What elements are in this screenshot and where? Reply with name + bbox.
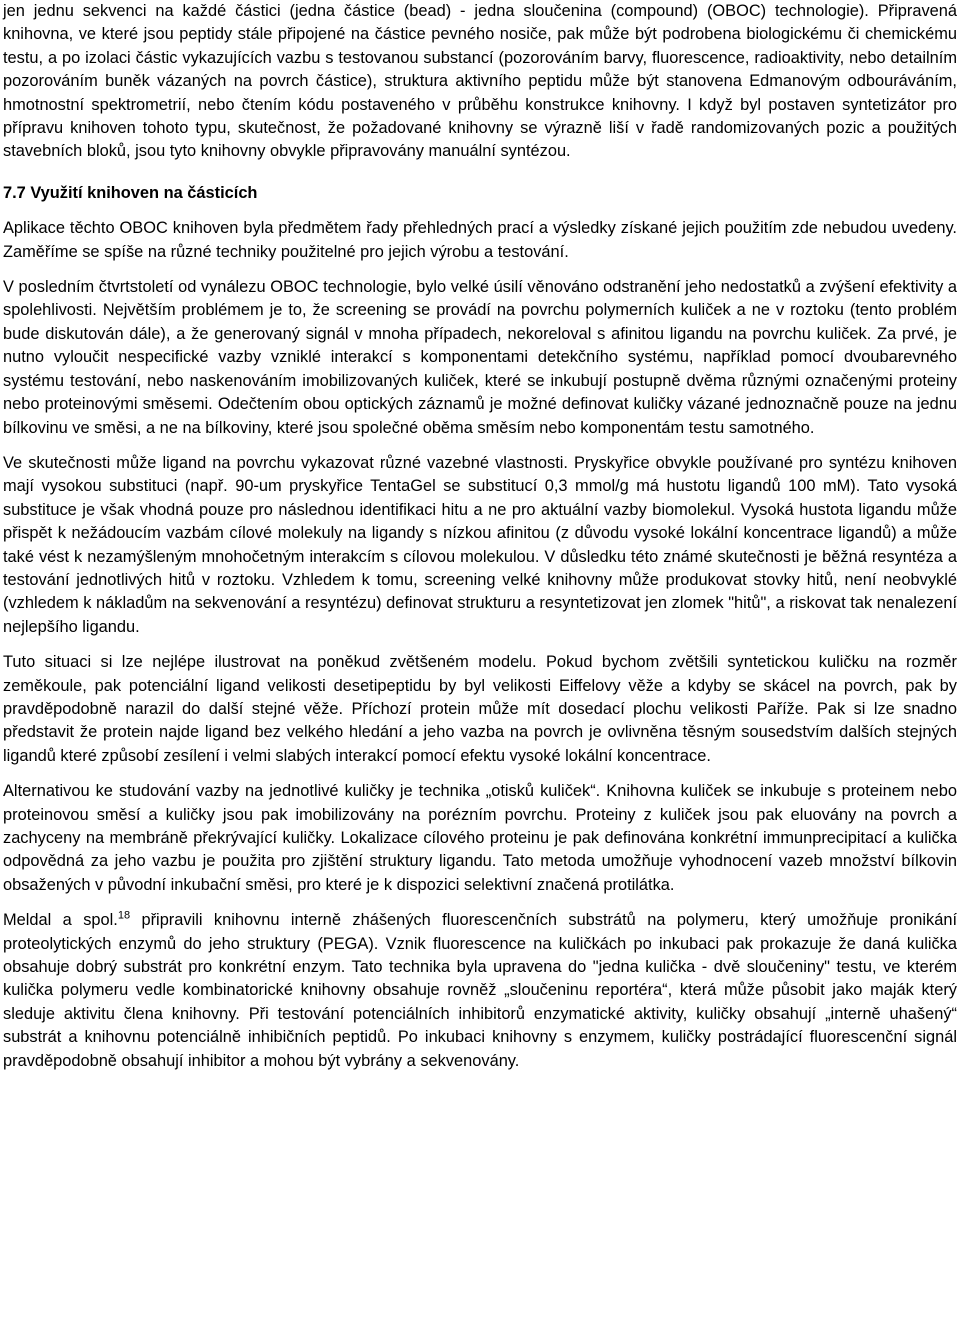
reference-superscript: 18 <box>117 909 131 922</box>
paragraph-meldal <box>3 909 957 1073</box>
paragraph-model-illustration: Tuto situaci si lze nejlépe ilustrovat na poněkud zvětšeném modelu. Pokud bychom zvětšili syntetickou kuličku na rozměr zeměkoule, pak potenciální ligand velikosti desetipeptidu by byl velikosti Eiffelovy věže a kdyby se skácel na povrch, pak by pravděpodobně narazil do další stejné věže. Příchozí protein může mít dosedací plochu velikosti Paříže. Pak si lze snadno představit že protein najde ligand bez velkého hledání a jeho vazba na povrch je ovlivněna těsným sousedstvím dalších stejných ligandů které způsobí zesílení i velmi slabých interakcí pomocí efektu vysoké lokální koncentrace. <box>3 653 957 765</box>
paragraph-oboc-intro: jen jednu sekvenci na každé částici (jedna částice (bead) - jedna sloučenina (compound) (OBOC) technologie). Připravená knihovna, ve které jsou peptidy stále připojené na částice pevného nosiče, pak může být podrobena biologickému či chemickému testu, a po izolaci částic vykazujících vazbu s testovanou substancí (pozorováním barvy, fluorescence, radioaktivity, nebo detailním pozorováním buněk vázaných na povrch částice), struktura aktivního peptidu může být stanovena Edmanovým odbouráváním, hmotnostní spektrometrií, nebo čtením kódu postaveného v průběhu konstrukce knihovny. I když byl postaven syntetizátor pro přípravu knihoven tohoto typu, skutečnost, že požadované knihovny se výrazně liší v řadě randomizovaných pozic a použitých stavebních bloků, jsou tyto knihovny obvykle připravovány manuální syntézou. <box>3 2 957 161</box>
paragraph-applications: Aplikace těchto OBOC knihoven byla předmětem řady přehledných prací a výsledky získané jejich použitím zde nebudou uvedeny. Zaměříme se spíše na různé techniky použitelné pro jejich výrobu a testování. <box>3 219 957 261</box>
paragraph-oboc-history: V posledním čtvrtstoletí od vynálezu OBOC technologie, bylo velké úsilí věnováno odstranění jeho nedostatků a zvýšení efektivity a spolehlivosti. Největším problémem je to, že screening se provádí na povrchu polymerních kuliček a ne v roztoku (tento problém bude diskutován dále), a že generovaný signál v mnoha případech, nekoreloval s afinitou ligandu na povrchu kuliček. Za prvé, je nutno vyloučit nespecifické vazby vzniklé interakcí s komponentami detekčního systému, například pomocí dvoubarevného systému testování, nebo naskenováním imobilizovaných kuliček, které se inkubují postupně dvěma různými označenými proteiny nebo proteinovými směsemi. Odečtením obou optických záznamů je možné definovat kuličky vázané jednoznačně pouze na jednu bílkovinu ve směsi, a ne na bílkoviny, které jsou společné oběma směsím nebo komponentám testu samotného. <box>3 278 957 437</box>
meldal-text-rest: připravili knihovnu interně zhášených fluorescenčních substrátů na polymeru, který umožňuje pronikání proteolytických enzymů do jeho struktury (PEGA). Vznik fluorescence na kuličkách po inkubaci pak prokazuje že daná kulička obsahuje dobrý substrát pro konkrétní enzym. Tato technika byla upravena do "jedna kulička - dvě sloučeniny" testu, ve kterém kulička polymeru vedle kombinatorické knihovny obsahuje rovněž „sloučeninu reportéra“, která může působit jako maják který sleduje aktivitu člena knihovny. Při testování potenciálních inhibitorů enzymatické aktivity, kuličky obsahují „interně uhašený“ substrát a knihovnu potenciálně inhibičních peptidů. Po inkubaci knihovny s enzymem, kuličky postrádající fluorescenční signál pravděpodobně obsahují inhibitor a mohou být vybrány a sekvenovány. <box>3 911 957 1070</box>
meldal-text-start: Meldal a spol. <box>3 911 118 930</box>
paragraph-bead-imprint: Alternativou ke studování vazby na jednotlivé kuličky je technika „otisků kuliček“. Knihovna kuliček se inkubuje s proteinem nebo proteinovou směsí a kuličky jsou pak imobilizovány na porézním povrchu. Proteiny z kuliček jsou pak eluovány na povrch a zachyceny na membráně překrývající kuličky. Lokalizace cílového proteinu je pak definována konkrétní immunprecipitací a kulička odpovědná za jeho vazbu je použita pro zjištění struktury ligandu. Tato metoda umožňuje vyhodnocení vazeb množství bílkovin obsažených v původní inkubační směsi, pro které je k dispozici selektivní značená protilátka. <box>3 782 957 894</box>
paragraph-ligand-binding: Ve skutečnosti může ligand na povrchu vykazovat různé vazebné vlastnosti. Pryskyřice obvykle používané pro syntézu knihoven mají vysokou substituci (např. 90-um pryskyřice TentaGel se substitucí 0,3 mmol/g má hustotu ligandů 100 mM). Tato vysoká substituce je však vhodná pouze pro následnou identifikaci hitu a ne pro aktuální vazby biomolekul. Vysoká hustota ligandu může přispět k nežádoucím vazbám cílové molekuly na ligandy s nízkou afinitou (z důvodu vysoké lokální koncentrace ligandů) a může také vést k nezamýšleným mnohočetným interakcím s cílovou molekulou. V důsledku této známé skutečnosti je běžná resyntéza a testování jednotlivých hitů v roztoku. Vzhledem k tomu, screening velké knihovny může produkovat stovky hitů, není neobvyklé (vzhledem k nákladům na sekvenování a resyntézu) definovat strukturu a resyntetizovat jen zlomek "hitů", a riskovat tak nenalezení nejlepšího ligandu. <box>3 453 957 636</box>
section-heading: 7.7 Využití knihoven na částicích <box>3 183 258 202</box>
